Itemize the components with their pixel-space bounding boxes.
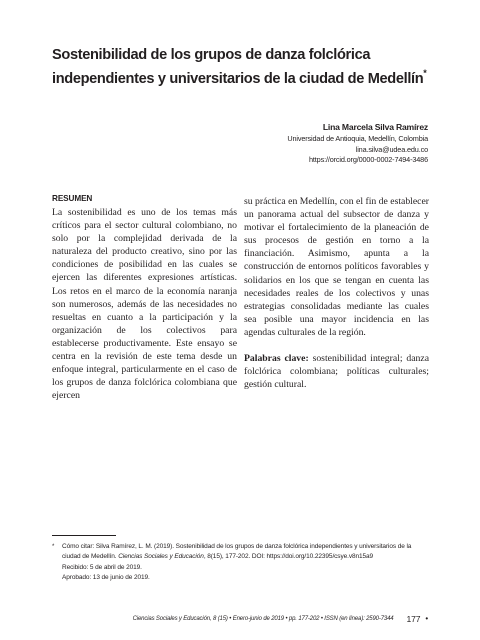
- keywords-text: sostenibilidad integral; danza folclórica colombiana; políticas culturales; gestión cultural.: [244, 353, 429, 391]
- abstract-column-left: [52, 193, 237, 402]
- footnote-divider: [52, 535, 116, 536]
- abstract-column-right: [244, 195, 429, 391]
- author-affiliation: Universidad de Antioquia, Medellín, Colombia: [287, 134, 428, 143]
- title-line-2: [52, 65, 432, 89]
- author-block: [287, 121, 428, 166]
- received-date: Recibido: 5 de abril de 2019.: [62, 563, 142, 571]
- footnote-approved-row: [52, 573, 430, 583]
- title-line-1: Sostenibilidad de los grupos de danza folclórica: [52, 47, 371, 63]
- keywords: [244, 352, 429, 391]
- article-title: [52, 46, 432, 89]
- footnote-mark: *: [52, 544, 55, 550]
- abstract-heading: RESUMEN: [52, 194, 93, 203]
- title-footnote-mark[interactable]: *: [423, 68, 427, 78]
- author-email[interactable]: lina.silva@udea.edu.co: [355, 144, 428, 154]
- footnote: [52, 542, 430, 583]
- author-orcid[interactable]: https://orcid.org/0000-0002-7494-3486: [309, 155, 428, 164]
- footnote-citation-row: [52, 542, 430, 563]
- page-number: 177: [406, 614, 421, 624]
- citation-prefix: Cómo citar: Silva Ramírez, L. M. (2019). Sostenibilidad de los grupos de danza folclórica independientes y universitarios de la ciudad de Medellín.: [62, 543, 412, 561]
- abstract-text-left: La sostenibilidad es uno de los temas más críticos para el sector cultural colombiano, no solo por la complejidad derivada de la naturaleza del producto creativo, sino por las condiciones de posibilidad en las cuales se ejercen las diferentes expresiones artísticas. Los retos en el marco de la economía naranja son numerosos, además de las necesidades no resueltas en cuanto a la participación y la organización de los colectivos para establecerse productivamente. Este ensayo se centra en la revisión de este tema desde un enfoque integral, particularmente en el caso de los grupos de danza folclórica colombiana que ejercen: [52, 207, 237, 402]
- citation-journal: Ciencias Sociales y Educación: [118, 553, 204, 561]
- title-line-2-text: independientes y universitarios de la ciudad de Medellín: [52, 70, 424, 87]
- author-name: Lina Marcela Silva Ramírez: [322, 122, 428, 132]
- page-footer: [133, 614, 428, 624]
- footer-bullet: •: [425, 614, 428, 623]
- citation-suffix[interactable]: , 8(15), 177-202. DOI: https://doi.org/10.22395/csye.v8n15a9: [203, 553, 374, 561]
- footnote-received-row: [52, 563, 430, 573]
- approved-date: Aprobado: 13 de junio de 2019.: [62, 573, 150, 581]
- abstract-text-right: su práctica en Medellín, con el fin de establecer un panorama actual del subsector de danza y motivar el fortalecimiento de la planeación de sus procesos de gestión en torno a la financiación. Asimismo, apunta a la construcción de entornos políticos favorables y solidarios en los que se tengan en cuenta las necesidades reales de los colectivos y unas estrategias consolidadas mediante las cuales sea posible una mayor incidencia en las agendas culturales de la región.: [244, 196, 429, 338]
- footer-journal-info: Ciencias Sociales y Educación, 8 (15) • Enero-junio de 2019 • pp. 177-202 • ISSN (en línea): 2590-7344: [132, 616, 394, 622]
- keywords-label: Palabras clave:: [244, 353, 309, 365]
- footnote-citation: [62, 542, 430, 563]
